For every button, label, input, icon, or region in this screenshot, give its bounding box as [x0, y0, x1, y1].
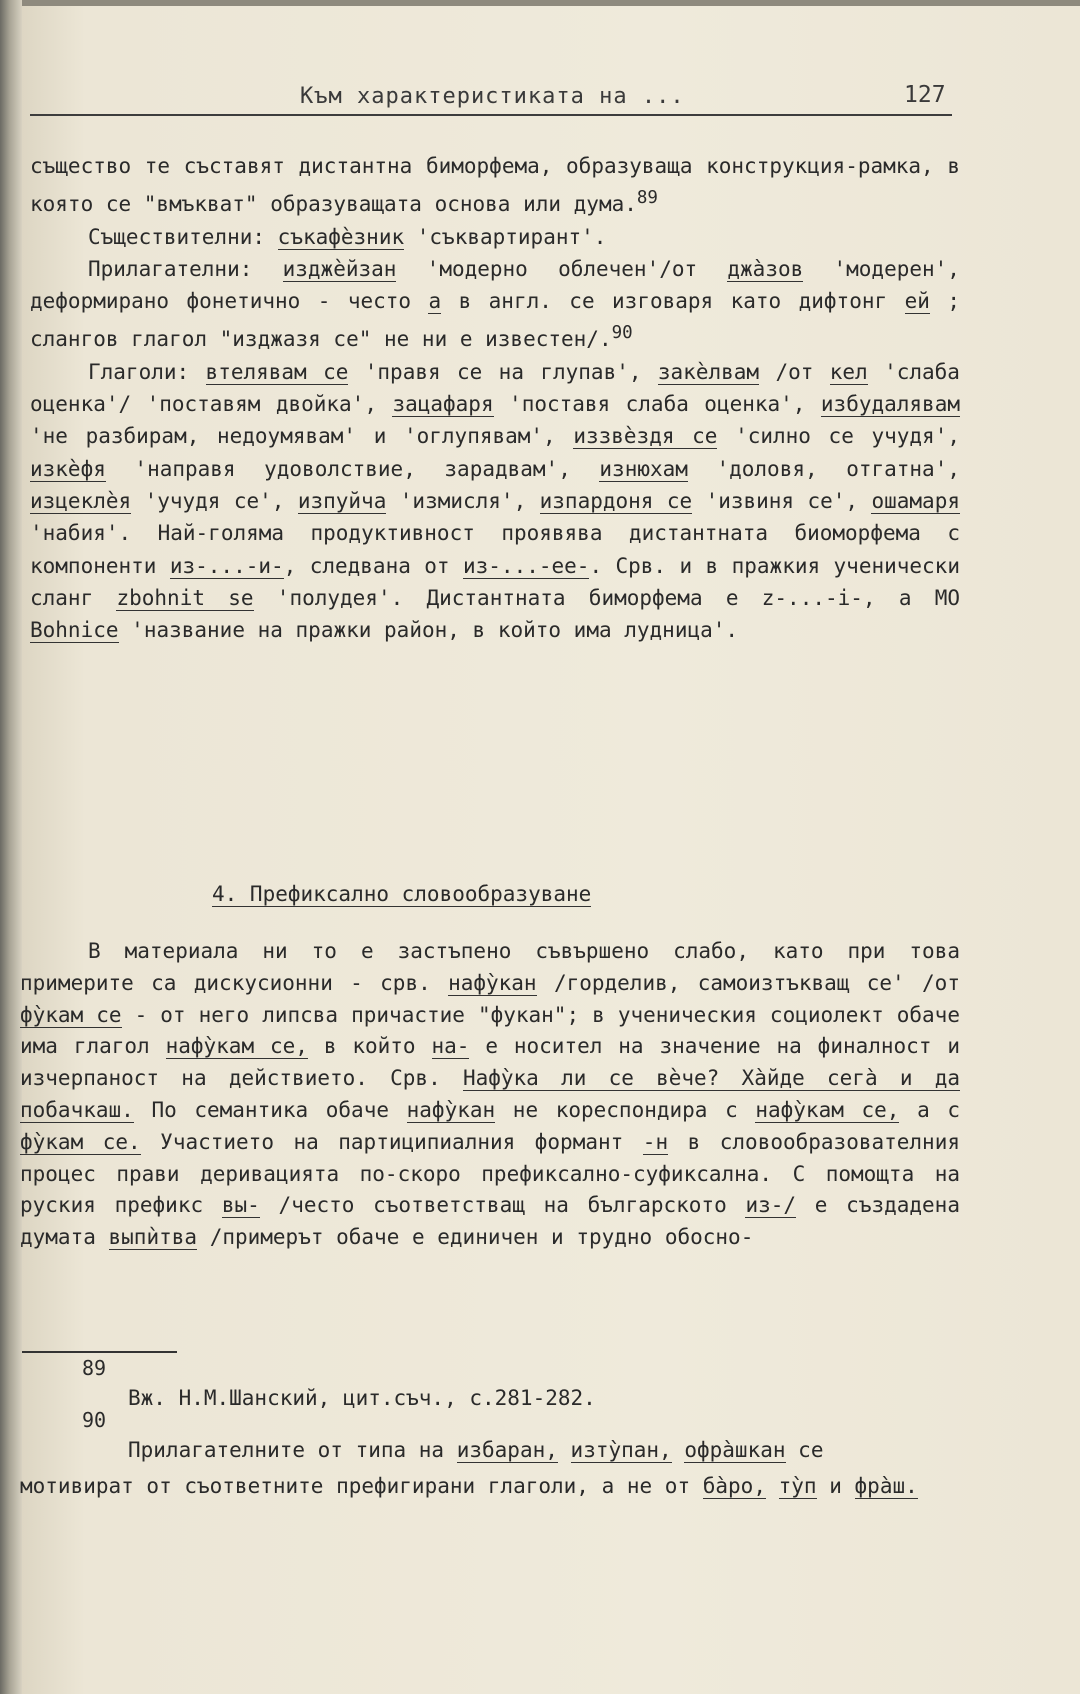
example-word: ба̀ро, — [702, 1474, 766, 1498]
gloss: 'полудея'. Дистантната биморфема е — [276, 585, 739, 610]
example-letter: ей — [904, 289, 930, 314]
gloss: ; слангов глагол "изджазя се" не ни е известен/. — [30, 289, 960, 352]
text-run: В материала ни то е застъпено съвършено слабо, като при това примерите са дискусионни - срв. — [20, 939, 960, 995]
text-run: не кореспондира с — [512, 1097, 738, 1122]
example-morpheme: вы- — [221, 1193, 260, 1218]
footnote-number-89: 89 — [82, 1356, 107, 1380]
example-word: нафу̀кан — [406, 1097, 496, 1122]
page-number: 127 — [904, 82, 946, 108]
category-label: Глаголи: — [88, 359, 190, 384]
example-word: изнюхам — [599, 456, 688, 481]
footnote-ref-90: 90 — [611, 323, 633, 344]
gloss: , а МО — [862, 585, 960, 610]
example-morpheme: на- — [431, 1034, 470, 1059]
section-heading: 4. Префиксално словообразуване — [212, 882, 592, 906]
example-word: нафу̀кам се, — [755, 1097, 900, 1122]
example-morpheme: из-...-ее- — [463, 553, 590, 578]
paragraph-verbs — [30, 356, 960, 647]
footnote-89: Вж. Н.М.Шанский, цит.съч., с.281-282. — [128, 1386, 596, 1410]
gloss: 'съквартирант'. — [416, 224, 607, 249]
example-word: изту̀пан, — [570, 1438, 672, 1462]
text-run: е носител на значение на финалност и изчерпаност на действието. Срв. — [20, 1034, 960, 1091]
example-morpheme: из-/ — [745, 1193, 797, 1218]
example-word: фу̀кам се — [20, 1002, 122, 1027]
example-word: ошамаря — [871, 488, 960, 513]
category-label: Прилагателни: — [88, 256, 253, 281]
footnote-rule — [22, 1351, 177, 1353]
example-morpheme: z-...-i- — [761, 585, 863, 610]
example-sentence: Нафу̀ка ли се вѐче? Ха̀йде сега̀ и да побачкаш. — [20, 1066, 960, 1122]
example-word: нафу̀кам се, — [165, 1034, 308, 1059]
text-run: Прилагателните от типа на — [128, 1438, 445, 1462]
example-word: изкѐфя — [30, 456, 106, 481]
gloss: 'набия'. Най-голяма продуктивност проявява дистантната биоморфема с компоненти — [30, 521, 960, 578]
gloss: 'модерен', деформирано фонетично - често — [30, 256, 960, 314]
gloss: 'силно се учудя', — [735, 424, 960, 449]
section-text — [20, 936, 960, 1254]
example-word: съкафѐзник — [277, 224, 405, 249]
book-spine-shadow — [0, 0, 22, 1694]
text-run: в словообразователния процес прави деривацията по-скоро префиксално-суфиксална. С помощта на руския префикс — [20, 1129, 960, 1218]
example-word: изджѐйзан — [282, 256, 397, 281]
example-word: выпѝтва — [108, 1225, 198, 1250]
gloss: 'не разбирам, недоумявам' и 'оглупявам', — [30, 424, 556, 449]
gloss: 'доловя, отгатна', — [716, 456, 960, 481]
footnote-90 — [20, 1432, 940, 1504]
gloss: 'поставя слаба оценка', — [509, 392, 806, 417]
example-word: иззвѐздя се — [573, 424, 718, 449]
example-word: кел — [829, 359, 868, 384]
running-title: Към характеристиката на ... — [300, 84, 685, 109]
footnote-ref-89: 89 — [636, 188, 658, 209]
example-word: изпуйча — [297, 488, 387, 513]
gloss: 'учудя се', — [144, 488, 285, 513]
text-run: и — [829, 1474, 842, 1498]
text-run: се мотивират от съответните префигирани глаголи, а не от — [20, 1438, 824, 1498]
example-word: нафу̀кан — [448, 970, 537, 995]
example-word: втелявам се — [205, 359, 349, 384]
paragraph-text: същество те съставят дистантна биморфема, образуваща конструкция-рамка, в която се "вмъкват" образуващата основа или дума. — [30, 154, 960, 217]
paragraph-1 — [30, 150, 960, 221]
gloss: в англ. се изговаря като дифтонг — [458, 289, 888, 314]
gloss: 'слаба оценка'/ 'поставям двойка', — [30, 359, 960, 417]
gloss: /от — [775, 359, 814, 384]
gloss: 'направя удоволствие, зарадвам', — [134, 456, 571, 481]
text-run: /примерът обаче е единичен и трудно обосно- — [209, 1225, 754, 1250]
gloss: 'измисля', — [399, 488, 527, 513]
example-word: Bohnice — [30, 618, 119, 643]
text-run: Участието на партиципиалния формант — [160, 1129, 624, 1154]
example-word: джа̀зов — [727, 256, 804, 281]
example-word: избаран, — [456, 1438, 558, 1462]
text-run: /горделив, самоизтъкващ се' /от — [553, 970, 960, 995]
example-word: закѐлвам — [657, 359, 760, 384]
text-run: а с — [917, 1097, 960, 1122]
text-run: - от него липсва причастие "фукан"; в ученическия социолект обаче има глагол — [20, 1002, 960, 1059]
footnote-number-90: 90 — [82, 1408, 107, 1432]
gloss: 'извиня се', — [705, 488, 859, 513]
page-top-edge — [22, 0, 1080, 6]
gloss: 'модерно облечен'/от — [426, 256, 698, 281]
example-morpheme: -н — [642, 1129, 669, 1154]
section-paragraph — [20, 936, 960, 1254]
paragraph-adjectives — [30, 253, 960, 356]
example-word: избудалявам — [820, 392, 960, 417]
example-word: изпардоня се — [539, 488, 693, 513]
text-run: По семантика обаче — [151, 1097, 389, 1122]
example-word: ту̀п — [778, 1474, 817, 1498]
text-run: /често съответстващ на българското — [278, 1193, 727, 1218]
example-word: фра̀ш. — [854, 1474, 918, 1498]
paragraph-nouns — [30, 221, 960, 253]
main-text — [30, 150, 960, 646]
example-word: изцеклѐя — [30, 488, 132, 513]
gloss: , следвана от — [283, 553, 450, 578]
gloss: 'правя се на глупав', — [364, 359, 642, 384]
text-run: в който — [323, 1034, 416, 1059]
example-word: фу̀кам се. — [20, 1129, 141, 1154]
header-rule — [30, 114, 952, 116]
example-letter: а — [428, 289, 442, 314]
example-word: зацафаря — [392, 392, 494, 417]
gloss: 'название на пражки район, в който има лудница'. — [131, 618, 739, 643]
text-run: е създадена думата — [20, 1193, 960, 1250]
example-word: zbohnit se — [116, 585, 254, 610]
example-word: офра̀шкан — [684, 1438, 786, 1462]
category-label: Съществителни: — [88, 224, 266, 249]
example-morpheme: из-...-и- — [169, 553, 284, 578]
gloss: . Срв. и в пражкия ученически сланг — [30, 553, 960, 610]
